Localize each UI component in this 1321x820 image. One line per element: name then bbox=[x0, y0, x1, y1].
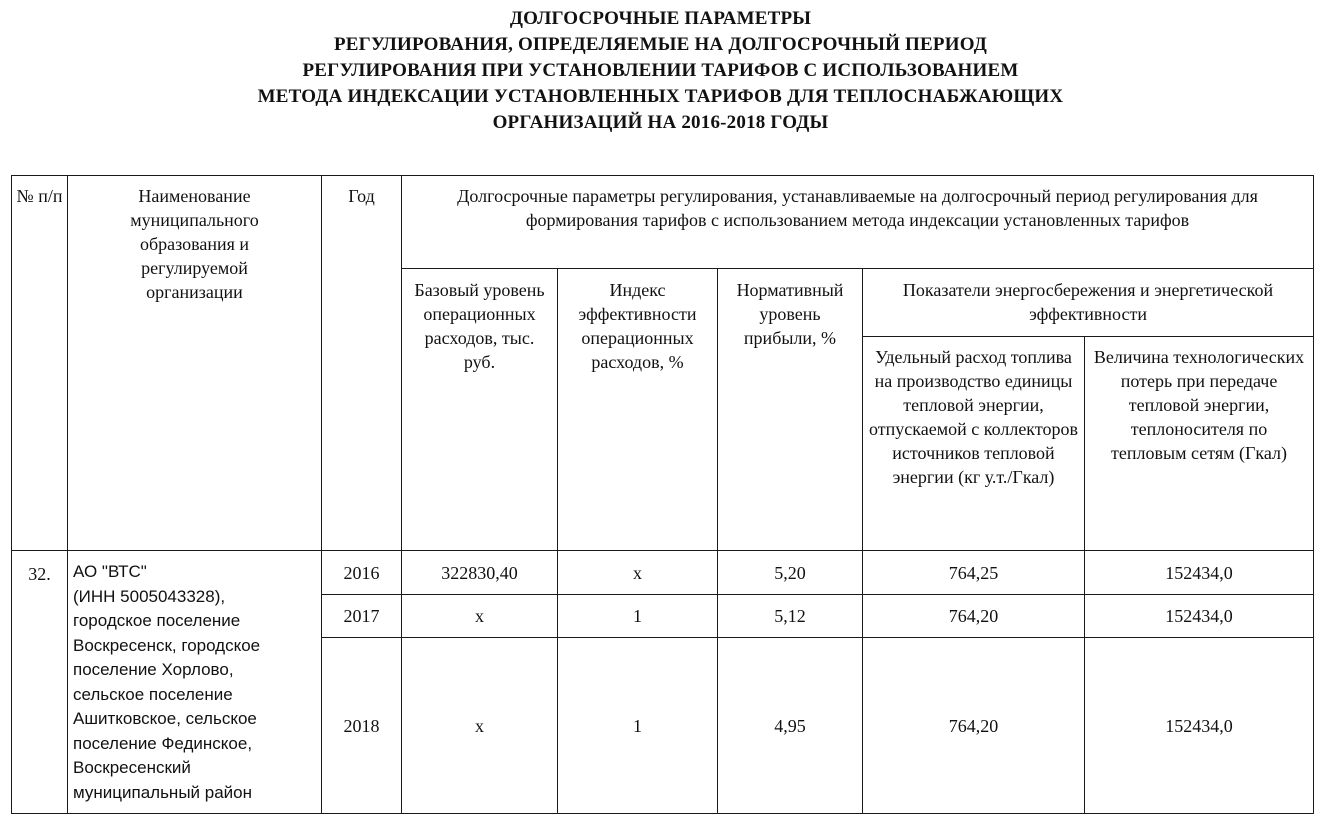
org-name-line: Воскресенский bbox=[73, 758, 191, 777]
title-line: РЕГУЛИРОВАНИЯ, ОПРЕДЕЛЯЕМЫЕ НА ДОЛГОСРОЧНЫЙ ПЕРИОД bbox=[334, 34, 987, 55]
cell-year: 2016 bbox=[322, 551, 402, 595]
header-num: № п/п bbox=[12, 176, 68, 551]
header-energy-efficiency: Показатели энергосбережения и энергетической эффективности bbox=[863, 269, 1314, 337]
header-year: Год bbox=[322, 176, 402, 551]
cell-year: 2018 bbox=[322, 638, 402, 814]
org-name-line: поселение Фединское, bbox=[73, 733, 253, 753]
header-tech-losses: Величина технологических потерь при передаче тепловой энергии, теплоносителя по тепловым сетям (Гкал) bbox=[1085, 337, 1314, 551]
header-profit-level: Нормативный уровень прибыли, % bbox=[718, 269, 863, 551]
cell-base-level: x bbox=[402, 595, 558, 638]
cell-fuel-rate: 764,20 bbox=[863, 595, 1085, 638]
header-fuel-rate: Удельный расход топлива на производство единицы тепловой энергии, отпускаемой с коллекторов источников тепловой энергии (кг у.т./Гкал) bbox=[863, 337, 1085, 551]
cell-efficiency-index: 1 bbox=[558, 638, 718, 814]
title-line: ОРГАНИЗАЦИЙ НА 2016-2018 ГОДЫ bbox=[492, 112, 829, 133]
header-long-term-params: Долгосрочные параметры регулирования, устанавливаемые на долгосрочный период регулирования для формирования тарифов с использованием метода индексации установленных тарифов bbox=[402, 176, 1314, 269]
org-name-line: (ИНН 5005043328), bbox=[73, 586, 226, 606]
cell-fuel-rate: 764,25 bbox=[863, 551, 1085, 595]
org-name-line: Ашитковское, сельское bbox=[73, 709, 257, 728]
row-number: 32. bbox=[12, 551, 68, 814]
cell-profit-level: 4,95 bbox=[718, 638, 863, 814]
table-row bbox=[12, 551, 1314, 595]
title-line: РЕГУЛИРОВАНИЯ ПРИ УСТАНОВЛЕНИИ ТАРИФОВ С ИСПОЛЬЗОВАНИЕМ bbox=[302, 60, 1019, 81]
cell-efficiency-index: x bbox=[558, 551, 718, 595]
cell-tech-losses: 152434,0 bbox=[1085, 551, 1314, 595]
org-name-line: сельское поселение bbox=[73, 684, 233, 704]
title-line: МЕТОДА ИНДЕКСАЦИИ УСТАНОВЛЕННЫХ ТАРИФОВ ДЛЯ ТЕПЛОСНАБЖАЮЩИХ bbox=[257, 86, 1064, 107]
cell-efficiency-index: 1 bbox=[558, 595, 718, 638]
cell-profit-level: 5,20 bbox=[718, 551, 863, 595]
org-name bbox=[68, 551, 322, 814]
org-name-line: поселение Хорлово, bbox=[73, 660, 234, 679]
regulation-parameters-table bbox=[11, 175, 1314, 814]
header-efficiency-index: Индекс эффективности операционных расходов, % bbox=[558, 269, 718, 551]
org-name-line: городское поселение bbox=[73, 611, 241, 630]
header-base-level: Базовый уровень операционных расходов, тыс. руб. bbox=[402, 269, 558, 551]
cell-profit-level: 5,12 bbox=[718, 595, 863, 638]
org-name-line: муниципальный район bbox=[73, 782, 253, 802]
org-name-line: Воскресенск, городское bbox=[73, 635, 261, 655]
document-title bbox=[0, 6, 1321, 136]
cell-fuel-rate: 764,20 bbox=[863, 638, 1085, 814]
cell-base-level: 322830,40 bbox=[402, 551, 558, 595]
title-line: ДОЛГОСРОЧНЫЕ ПАРАМЕТРЫ bbox=[509, 8, 812, 29]
org-name-line: АО "ВТС" bbox=[73, 562, 147, 581]
cell-tech-losses: 152434,0 bbox=[1085, 595, 1314, 638]
cell-year: 2017 bbox=[322, 595, 402, 638]
cell-base-level: x bbox=[402, 638, 558, 814]
header-org-name: Наименование муниципального образования и регулируемой организации bbox=[68, 176, 322, 551]
cell-tech-losses: 152434,0 bbox=[1085, 638, 1314, 814]
